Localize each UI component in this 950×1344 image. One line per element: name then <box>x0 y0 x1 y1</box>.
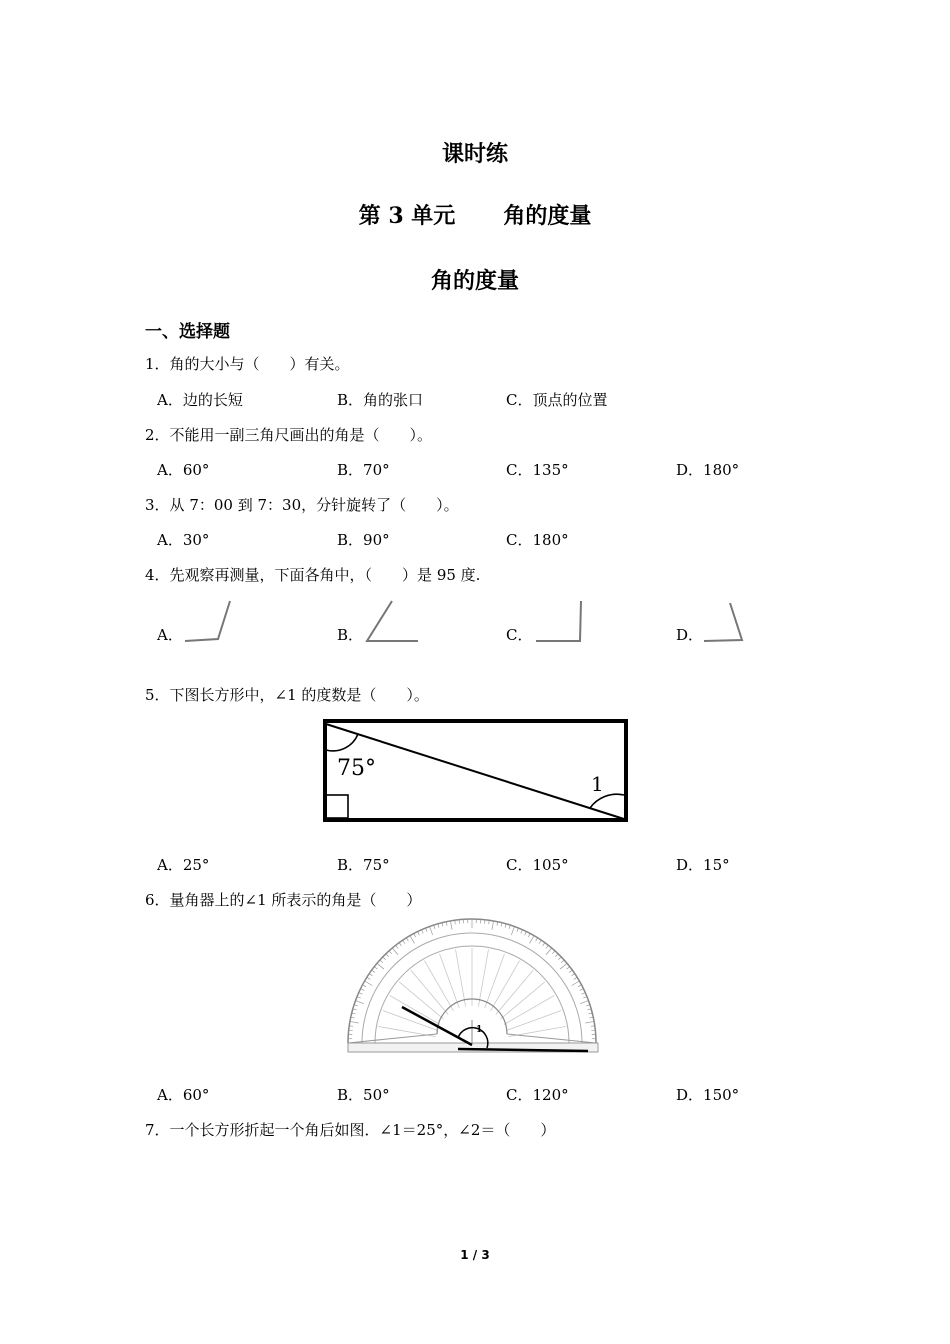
option-d[interactable]: D．150° <box>676 1086 740 1104</box>
protractor-tick <box>511 926 514 934</box>
angle-figure-d <box>700 598 750 648</box>
protractor-tick <box>530 936 535 944</box>
question-number: 3． <box>145 496 170 514</box>
lesson-title: 角的度量 <box>430 268 519 294</box>
question-5 <box>145 684 429 705</box>
unit-number: 第 3 单元 <box>358 203 456 229</box>
question-text: 下图长方形中，∠1 的度数是（ ）。 <box>169 686 429 704</box>
question-3 <box>145 494 459 515</box>
option-b[interactable]: B．50° <box>337 1086 390 1104</box>
protractor-ray <box>478 949 488 1006</box>
protractor-tick <box>430 926 433 934</box>
page-title: 课时练 <box>441 141 508 167</box>
question-text: 从 7：00 到 7：30，分针旋转了（ ）。 <box>169 496 459 514</box>
question-text: 先观察再测量，下面各角中，（ ）是 95 度. <box>169 566 481 584</box>
option-b[interactable]: B．角的张口 <box>337 391 424 409</box>
protractor-tick <box>392 948 398 955</box>
protractor-tick <box>492 921 494 930</box>
question-text: 角的大小与（ ）有关。 <box>169 355 350 373</box>
option-c[interactable]: C． <box>506 626 533 644</box>
rectangle-figure <box>318 715 633 827</box>
option-b[interactable]: B．90° <box>337 531 390 549</box>
protractor-tick <box>572 981 580 986</box>
protractor-tick <box>350 1021 359 1023</box>
protractor-ray <box>507 1011 562 1031</box>
option-a[interactable]: A．25° <box>157 856 210 874</box>
option-d[interactable]: D． <box>676 626 704 644</box>
option-d[interactable]: D．180° <box>676 461 740 479</box>
protractor-tick <box>580 1001 588 1004</box>
question-number: 1． <box>145 355 170 373</box>
protractor-tick <box>377 963 384 969</box>
question-4 <box>145 564 480 585</box>
option-c[interactable]: C．顶点的位置 <box>506 391 608 409</box>
unit-title <box>0 199 950 230</box>
question-number: 7． <box>145 1121 170 1139</box>
protractor-figure <box>340 920 605 1060</box>
option-a[interactable]: A．边的长短 <box>157 391 243 409</box>
question-2 <box>145 424 432 445</box>
angle-figure-b <box>360 598 425 648</box>
question-1 <box>145 353 350 374</box>
question-7 <box>145 1119 555 1140</box>
option-a[interactable]: A．60° <box>157 461 210 479</box>
protractor-ray <box>456 949 466 1006</box>
question-text: 不能用一副三角尺画出的角是（ ）。 <box>169 426 433 444</box>
option-c[interactable]: C．105° <box>506 856 569 874</box>
protractor-tick <box>365 981 373 986</box>
question-number: 2． <box>145 426 170 444</box>
option-c[interactable]: C．180° <box>506 531 569 549</box>
option-b[interactable]: B．70° <box>337 461 390 479</box>
protractor-tick <box>355 1001 363 1004</box>
question-text: 一个长方形折起一个角后如图．∠1＝25°，∠2＝（ ） <box>169 1121 556 1139</box>
protractor-tick <box>410 936 415 944</box>
page-number: 1 / 3 <box>460 1248 490 1262</box>
protractor-ray <box>440 954 460 1009</box>
question-text: 量角器上的∠1 所表示的角是（ ） <box>169 891 422 909</box>
option-a[interactable]: A．30° <box>157 531 210 549</box>
option-c[interactable]: C．135° <box>506 461 569 479</box>
angle-mark-1: 1 <box>591 772 604 796</box>
option-b[interactable]: B．75° <box>337 856 390 874</box>
protractor-tick <box>546 948 552 955</box>
option-a[interactable]: A．60° <box>157 1086 210 1104</box>
angle-figure-c <box>532 598 592 648</box>
angle-figure-a <box>180 598 240 648</box>
angle-label-75: 75° <box>337 756 376 781</box>
option-b[interactable]: B． <box>337 626 364 644</box>
option-a[interactable]: A． <box>157 626 183 644</box>
question-number: 5． <box>145 686 170 704</box>
question-number: 4． <box>145 566 170 584</box>
section-heading: 一、选择题 <box>145 322 230 342</box>
protractor-angle-mark: 1 <box>476 1025 483 1035</box>
protractor-ray <box>485 954 505 1009</box>
question-6 <box>145 889 421 910</box>
protractor-tick <box>585 1021 594 1023</box>
option-d[interactable]: D．15° <box>676 856 730 874</box>
protractor-tick <box>450 921 452 930</box>
question-number: 6． <box>145 891 170 909</box>
unit-topic: 角的度量 <box>503 203 592 229</box>
protractor-tick <box>560 963 567 969</box>
option-c[interactable]: C．120° <box>506 1086 569 1104</box>
